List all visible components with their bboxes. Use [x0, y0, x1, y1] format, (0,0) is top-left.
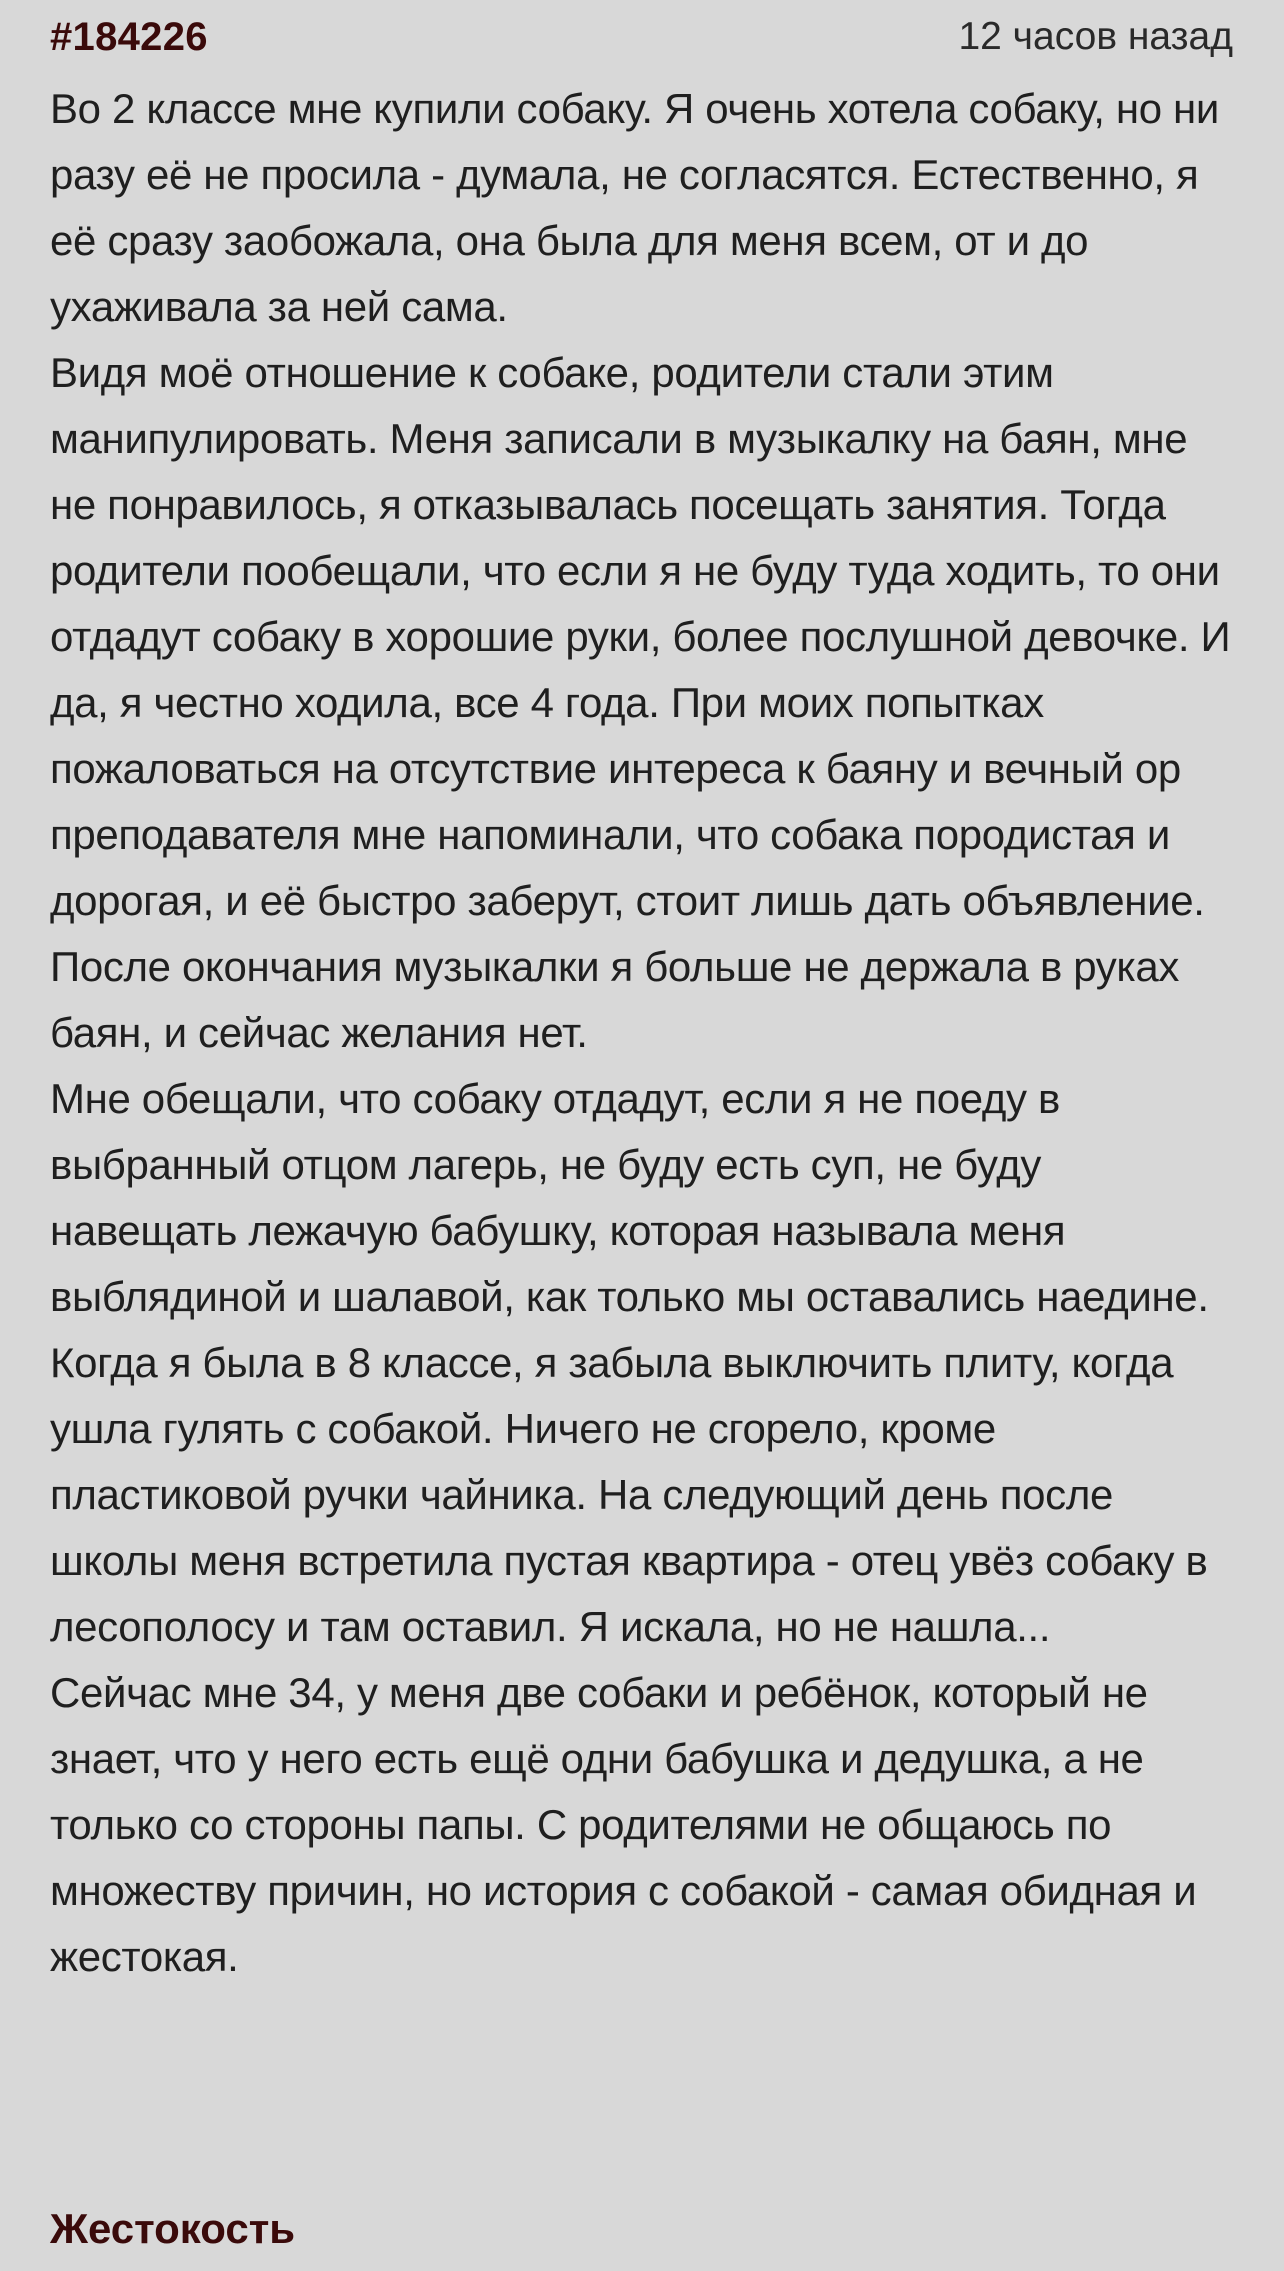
post-paragraph-2: Видя моё отношение к собаке, родители стали этим манипулировать. Меня записали в музыкалку на баян, мне не понравилось, я отказывалась посещать занятия. Тогда родители пообещали, что если я не буду туда ходить, то они отдадут собаку в хорошие руки, более послушной девочке. И да, я честно ходила, все 4 года. При моих попытках пожаловаться на отсутствие интереса к баяну и вечный ор преподавателя мне напоминали, что собака породистая и дорогая, и её быстро заберут, стоит лишь дать объявление. После окончания музыкалки я больше не держала в руках баян, и сейчас желания нет.: [50, 349, 1231, 1056]
post-header: [50, 0, 1234, 74]
post-timestamp: 12 часов назад: [958, 15, 1233, 58]
post-paragraph-5: Сейчас мне 34, у меня две собаки и ребёнок, который не знает, что у него есть ещё одни бабушка и дедушка, а не только со стороны папы. С родителями не общаюсь по множеству причин, но история с собакой - самая обидная и жестокая.: [50, 1669, 1197, 1980]
post-paragraph-3: Мне обещали, что собаку отдадут, если я не поеду в выбранный отцом лагерь, не буду есть суп, не буду навещать лежачую бабушку, которая называла меня выблядиной и шалавой, как только мы оставались наедине.: [50, 1075, 1209, 1320]
post-tag-link[interactable]: Жестокость: [50, 2205, 296, 2252]
post-body: [50, 76, 1234, 1990]
post-id-link[interactable]: #184226: [50, 14, 208, 59]
post-paragraph-1: Во 2 классе мне купили собаку. Я очень хотела собаку, но ни разу её не просила - думала, не согласятся. Естественно, я её сразу заобожала, она была для меня всем, от и до ухаживала за ней сама.: [50, 85, 1219, 330]
post-paragraph-4: Когда я была в 8 классе, я забыла выключить плиту, когда ушла гулять с собакой. Ничего не сгорело, кроме пластиковой ручки чайника. На следующий день после школы меня встретила пустая квартира - отец увёз собаку в лесополосу и там оставил. Я искала, но не нашла...: [50, 1339, 1208, 1650]
